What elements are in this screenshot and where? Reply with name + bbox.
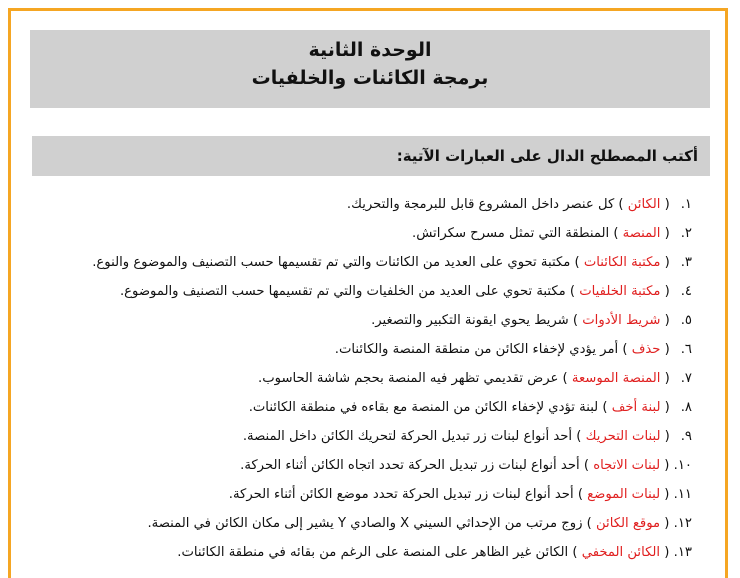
unit-title-box <box>30 30 710 108</box>
item-number: ١٣. <box>673 545 692 560</box>
item-term: الكائن <box>627 197 661 212</box>
item-term: لبنات التحريك <box>585 429 661 444</box>
item-number: ٨. <box>680 400 692 415</box>
item-term: حذف <box>631 342 661 357</box>
item-number: ١. <box>680 197 692 212</box>
item-term: الكائن المخفي <box>581 545 661 560</box>
item-term: مكتبة الخلفيات <box>579 284 661 299</box>
list-item: ٦. ( حذف ) أمر يؤدي لإخفاء الكائن من منطقة المنصة والكائنات. <box>52 335 692 364</box>
terms-list <box>52 190 692 567</box>
item-number: ٦. <box>680 342 692 357</box>
instruction-text: أكتب المصطلح الدال على العبارات الآتية: <box>396 147 698 165</box>
item-definition: كل عنصر داخل المشروع قابل للبرمجة والتحريك. <box>346 197 615 212</box>
item-definition: أحد أنواع لبنات زر تبديل الحركة لتحريك الكائن داخل المنصة. <box>242 429 573 444</box>
item-definition: شريط يحوي ايقونة التكبير والتصغير. <box>371 313 569 328</box>
item-definition: أمر يؤدي لإخفاء الكائن من منطقة المنصة والكائنات. <box>334 342 619 357</box>
item-number: ٢. <box>680 226 692 241</box>
item-term: المنصة <box>622 226 661 241</box>
item-number: ٩. <box>680 429 692 444</box>
instruction-box <box>32 136 710 176</box>
item-definition: مكتبة تحوي على العديد من الخلفيات والتي تم تقسيمها حسب التصنيف والموضوع. <box>119 284 566 299</box>
list-item: ٨. ( لبنة أخف ) لبنة تؤدي لإخفاء الكائن من المنصة مع بقاءه في منطقة الكائنات. <box>52 393 692 422</box>
list-item: ٩. ( لبنات التحريك ) أحد أنواع لبنات زر تبديل الحركة لتحريك الكائن داخل المنصة. <box>52 422 692 451</box>
item-definition: مكتبة تحوي على العديد من الكائنات والتي تم تقسيمها حسب التصنيف والموضوع والنوع. <box>92 255 571 270</box>
item-definition: لبنة تؤدي لإخفاء الكائن من المنصة مع بقاءه في منطقة الكائنات. <box>248 400 599 415</box>
unit-subtitle: برمجة الكائنات والخلفيات <box>251 67 489 89</box>
item-definition: زوج مرتب من الإحداثي السيني X والصادي Y يشير إلى مكان الكائن في المنصة. <box>147 516 583 531</box>
list-item: ١٢. ( موقع الكائن ) زوج مرتب من الإحداثي السيني X والصادي Y يشير إلى مكان الكائن في المنصة. <box>52 509 692 538</box>
item-number: ١٠. <box>673 458 692 473</box>
item-number: ٣. <box>680 255 692 270</box>
item-number: ٧. <box>680 371 692 386</box>
item-definition: المنطقة التي تمثل مسرح سكراتش. <box>412 226 610 241</box>
item-definition: الكائن غير الظاهر على المنصة على الرغم من بقائه في منطقة الكائنات. <box>177 545 569 560</box>
unit-title: الوحدة الثانية <box>308 39 432 61</box>
item-number: ١١. <box>673 487 692 502</box>
list-item: ٢. ( المنصة ) المنطقة التي تمثل مسرح سكراتش. <box>52 219 692 248</box>
list-item: ١١. ( لبنات الموضع ) أحد أنواع لبنات زر تبديل الحركة تحدد موضع الكائن أثناء الحركة. <box>52 480 692 509</box>
item-number: ٤. <box>680 284 692 299</box>
item-term: المنصة الموسعة <box>571 371 661 386</box>
list-item: ١٣. ( الكائن المخفي ) الكائن غير الظاهر على المنصة على الرغم من بقائه في منطقة الكائنات. <box>52 538 692 567</box>
list-item: ١. ( الكائن ) كل عنصر داخل المشروع قابل للبرمجة والتحريك. <box>52 190 692 219</box>
item-term: لبنة أخف <box>611 400 661 415</box>
item-term: شريط الأدوات <box>582 313 661 328</box>
item-definition: عرض تقديمي تظهر فيه المنصة بحجم شاشة الحاسوب. <box>258 371 559 386</box>
item-number: ٥. <box>680 313 692 328</box>
item-term: مكتبة الكائنات <box>583 255 661 270</box>
list-item: ٣. ( مكتبة الكائنات ) مكتبة تحوي على العديد من الكائنات والتي تم تقسيمها حسب التصنيف والموضوع والنوع. <box>52 248 692 277</box>
list-item: ١٠. ( لبنات الاتجاه ) أحد أنواع لبنات زر تبديل الحركة تحدد اتجاه الكائن أثناء الحركة. <box>52 451 692 480</box>
item-term: لبنات الاتجاه <box>593 458 661 473</box>
item-number: ١٢. <box>673 516 692 531</box>
item-definition: أحد أنواع لبنات زر تبديل الحركة تحدد موضع الكائن أثناء الحركة. <box>228 487 574 502</box>
item-definition: أحد أنواع لبنات زر تبديل الحركة تحدد اتجاه الكائن أثناء الحركة. <box>240 458 580 473</box>
list-item: ٤. ( مكتبة الخلفيات ) مكتبة تحوي على العديد من الخلفيات والتي تم تقسيمها حسب التصنيف والموضوع. <box>52 277 692 306</box>
item-term: موقع الكائن <box>596 516 661 531</box>
list-item: ٥. ( شريط الأدوات ) شريط يحوي ايقونة التكبير والتصغير. <box>52 306 692 335</box>
item-term: لبنات الموضع <box>587 487 661 502</box>
list-item: ٧. ( المنصة الموسعة ) عرض تقديمي تظهر فيه المنصة بحجم شاشة الحاسوب. <box>52 364 692 393</box>
